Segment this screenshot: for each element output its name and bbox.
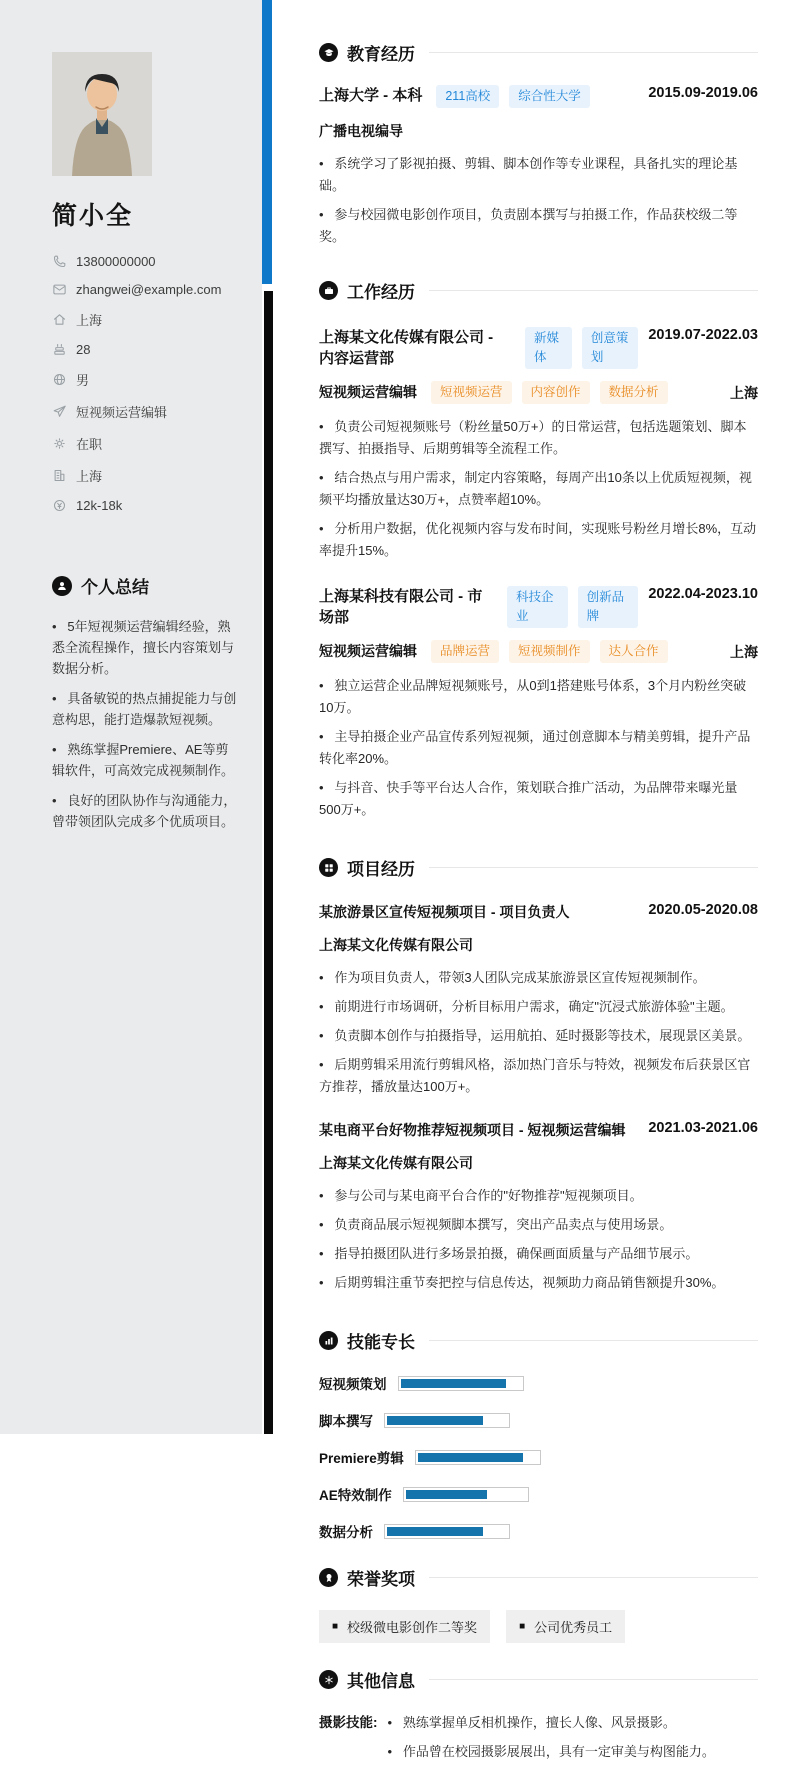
skill-label: 短视频策划 (319, 1377, 387, 1392)
honor-list (319, 1610, 758, 1643)
cake-icon (52, 342, 67, 357)
work-entry-1 (319, 327, 758, 562)
major-name: 广播电视编导 (319, 123, 403, 139)
work-entry-2 (319, 586, 758, 821)
skill-bar-fill (387, 1416, 483, 1425)
briefcase-icon (319, 281, 338, 300)
section-title: 项目经历 (347, 860, 415, 879)
contact-item-phone (52, 254, 238, 269)
education-date: 2015.09-2019.06 (648, 85, 758, 101)
tag: 科技企业 (507, 586, 568, 628)
school-name: 上海大学 - 本科 (319, 87, 423, 104)
summary-title: 个人总结 (81, 578, 149, 597)
project-name: 某旅游景区宣传短视频项目 - 项目负责人 (319, 904, 570, 920)
skill-row (319, 1484, 758, 1504)
tag: 短视频制作 (509, 640, 590, 663)
skill-label: 数据分析 (319, 1525, 373, 1540)
skill-bar-track (384, 1524, 510, 1539)
home-icon (52, 312, 67, 327)
bar-chart-icon (319, 1331, 338, 1350)
section-projects (319, 855, 758, 1294)
company-tags (507, 586, 638, 628)
education-entry-header (319, 85, 758, 108)
project-company: 上海某文化传媒有限公司 (319, 937, 473, 953)
work-entry-header (319, 586, 758, 628)
tag: 创意策划 (582, 327, 638, 369)
skill-bar-track (415, 1450, 541, 1465)
section-title: 教育经历 (347, 45, 415, 64)
contact-value: 短视频运营编辑 (76, 405, 168, 420)
other-label: 摄影技能: (319, 1715, 378, 1730)
company-name: 上海某文化传媒有限公司 - 内容运营部 (319, 329, 494, 367)
work-bullets (319, 416, 758, 562)
tag: 达人合作 (600, 640, 668, 663)
candidate-name: 简小全 (52, 202, 134, 230)
skill-bar-track (384, 1413, 510, 1428)
bullet-item: • 后期剪辑注重节奏把控与信息传达，视频助力商品销售额提升30%。 (319, 1272, 758, 1294)
section-education (319, 40, 758, 248)
contact-value: 13800000000 (76, 254, 156, 269)
project-date: 2020.05-2020.08 (648, 902, 758, 918)
skill-row (319, 1410, 758, 1430)
bullet-item: • 独立运营企业品牌短视频账号，从0到1搭建账号体系，3个月内粉丝突破10万。 (319, 675, 758, 719)
contact-value: 上海 (76, 469, 103, 484)
role-row (319, 381, 758, 404)
tag: 综合性大学 (509, 85, 590, 108)
school-tags (436, 85, 589, 108)
project-name: 某电商平台好物推荐短视频项目 - 短视频运营编辑 (319, 1122, 626, 1138)
divider-bar-black (264, 291, 273, 1434)
project-entry-header (319, 1120, 758, 1141)
bullet-item: • 负责脚本创作与拍摄指导，运用航拍、延时摄影等技术，展现景区美景。 (319, 1025, 758, 1047)
work-bullets (319, 675, 758, 821)
portrait-illustration (52, 52, 152, 176)
contact-value: 上海 (76, 313, 103, 328)
header-rule (429, 52, 758, 53)
role-tags (431, 640, 668, 663)
bullet-item: • 负责公司短视频账号（粉丝量50万+）的日常运营，包括选题策划、脚本撰写、拍摄指导、后期剪辑等全流程工作。 (319, 416, 758, 460)
contact-item-city (52, 466, 238, 485)
role-tags (431, 381, 668, 404)
project-bullets (319, 1185, 758, 1294)
bullet-item: • 参与公司与某电商平台合作的"好物推荐"短视频项目。 (319, 1185, 758, 1207)
tag: 短视频运营 (431, 381, 512, 404)
tag: 数据分析 (600, 381, 668, 404)
role-name: 短视频运营编辑 (319, 643, 417, 659)
work-date: 2022.04-2023.10 (648, 586, 758, 602)
bullet-item: • 指导拍摄团队进行多场景拍摄，确保画面质量与产品细节展示。 (319, 1243, 758, 1265)
bullet-item: • 前期进行市场调研，分析目标用户需求，确定"沉浸式旅游体验"主题。 (319, 996, 758, 1018)
globe-icon (52, 372, 67, 387)
role-row (319, 640, 758, 663)
sidebar (0, 0, 262, 1434)
bullet-item: • 主导拍摄企业产品宣传系列短视频，通过创意脚本与精美剪辑，提升产品转化率20%。 (319, 726, 758, 770)
gear-icon (52, 436, 67, 451)
section-work (319, 278, 758, 821)
contact-value: 12k-18k (76, 498, 123, 513)
bullet-item: • 参与校园微电影创作项目，负责剧本撰写与拍摄工作，作品获校级二等奖。 (319, 204, 758, 248)
contact-list (52, 254, 238, 513)
work-location: 上海 (730, 643, 758, 660)
skill-bar-fill (401, 1379, 507, 1388)
contact-item-hometown (52, 310, 238, 329)
section-title: 荣誉奖项 (347, 1570, 415, 1589)
section-header (319, 855, 758, 880)
contact-item-age (52, 342, 238, 357)
header-rule (429, 1577, 758, 1578)
header-rule (429, 1679, 758, 1680)
skill-bar-fill (406, 1490, 488, 1499)
project-date: 2021.03-2021.06 (648, 1120, 758, 1136)
tag: 品牌运营 (431, 640, 499, 663)
tag: 创新品牌 (578, 586, 639, 628)
work-location: 上海 (730, 384, 758, 401)
bullet-item: • 后期剪辑采用流行剪辑风格，添加热门音乐与特效，视频发布后获景区官方推荐，播放量达100万+。 (319, 1054, 758, 1098)
skill-row (319, 1373, 758, 1393)
summary-header (52, 573, 238, 598)
section-other (319, 1667, 758, 1770)
project-entry-header (319, 902, 758, 923)
bullet-item: • 与抖音、快手等平台达人合作，策划联合推广活动，为品牌带来曝光量500万+。 (319, 777, 758, 821)
user-icon (52, 576, 72, 596)
skill-bar-fill (387, 1527, 483, 1536)
company-name: 上海某科技有限公司 - 市场部 (319, 588, 483, 626)
section-title: 工作经历 (347, 283, 415, 302)
contact-value: zhangwei@example.com (76, 282, 222, 297)
contact-item-salary (52, 498, 238, 513)
building-icon (52, 468, 67, 483)
skill-bar-fill (418, 1453, 524, 1462)
header-rule (429, 290, 758, 291)
bullet-item: • 作品曾在校园摄影展展出，具有一定审美与构图能力。 (388, 1741, 715, 1763)
section-header (319, 1565, 758, 1590)
project-entry-1 (319, 902, 758, 1098)
summary-item: • 熟练掌握Premiere、AE等剪辑软件，可高效完成视频制作。 (52, 739, 238, 781)
section-header (319, 1667, 758, 1692)
accent-bar-blue (262, 0, 272, 284)
section-skills (319, 1328, 758, 1541)
resume-body (273, 0, 794, 1770)
skill-row (319, 1447, 758, 1467)
skill-bar-track (398, 1376, 524, 1391)
honor-badge: ■ 校级微电影创作二等奖 (319, 1610, 490, 1643)
bullet-item: • 负责商品展示短视频脚本撰写，突出产品卖点与使用场景。 (319, 1214, 758, 1236)
company-tags (525, 327, 638, 369)
contact-value: 在职 (76, 437, 103, 452)
other-bullets (388, 1712, 715, 1770)
bullet-item: • 分析用户数据，优化视频内容与发布时间，实现账号粉丝月增长8%，互动率提升15%。 (319, 518, 758, 562)
summary-item: • 5年短视频运营编辑经验，熟悉全流程操作，擅长内容策划与数据分析。 (52, 616, 238, 679)
work-entry-header (319, 327, 758, 369)
mail-icon (52, 282, 67, 297)
tag: 211高校 (436, 85, 499, 108)
section-title: 其他信息 (347, 1672, 415, 1691)
coin-icon (52, 498, 67, 513)
role-name: 短视频运营编辑 (319, 384, 417, 400)
bullet-item: • 系统学习了影视拍摄、剪辑、脚本创作等专业课程，具备扎实的理论基础。 (319, 153, 758, 197)
other-info-row (319, 1712, 758, 1770)
contact-value: 28 (76, 342, 91, 357)
profile-photo (52, 52, 152, 176)
header-rule (429, 1340, 758, 1341)
asterisk-icon (319, 1670, 338, 1689)
section-header (319, 278, 758, 303)
summary-list (52, 616, 238, 832)
section-header (319, 1328, 758, 1353)
header-rule (429, 867, 758, 868)
bullet-item: • 熟练掌握单反相机操作，擅长人像、风景摄影。 (388, 1712, 715, 1734)
honor-badge: ■ 公司优秀员工 (506, 1610, 625, 1643)
education-bullets (319, 153, 758, 248)
grid-icon (319, 858, 338, 877)
phone-icon (52, 254, 67, 269)
skill-label: AE特效制作 (319, 1488, 392, 1503)
bullet-item: • 作为项目负责人，带领3人团队完成某旅游景区宣传短视频制作。 (319, 967, 758, 989)
tag: 内容创作 (522, 381, 590, 404)
medal-icon (319, 1568, 338, 1587)
bullet-item: • 结合热点与用户需求，制定内容策略，每周产出10条以上优质短视频，视频平均播放量达30万+，点赞率超10%。 (319, 467, 758, 511)
contact-item-email (52, 282, 238, 297)
tag: 新媒体 (525, 327, 572, 369)
summary-item: • 具备敏锐的热点捕捉能力与创意构思，能打造爆款短视频。 (52, 688, 238, 730)
work-date: 2019.07-2022.03 (648, 327, 758, 343)
project-bullets (319, 967, 758, 1098)
skill-label: Premiere剪辑 (319, 1451, 404, 1466)
graduation-cap-icon (319, 43, 338, 62)
contact-item-gender (52, 370, 238, 389)
skill-row (319, 1521, 758, 1541)
summary-item: • 良好的团队协作与沟通能力，曾带领团队完成多个优质项目。 (52, 790, 238, 832)
skill-bar-track (403, 1487, 529, 1502)
contact-value: 男 (76, 373, 90, 388)
contact-item-status (52, 434, 238, 453)
section-honors (319, 1565, 758, 1643)
skill-label: 脚本撰写 (319, 1414, 373, 1429)
project-company: 上海某文化传媒有限公司 (319, 1155, 473, 1171)
section-title: 技能专长 (347, 1333, 415, 1352)
section-header (319, 40, 758, 65)
send-icon (52, 404, 67, 419)
contact-item-position (52, 402, 238, 421)
project-entry-2 (319, 1120, 758, 1294)
